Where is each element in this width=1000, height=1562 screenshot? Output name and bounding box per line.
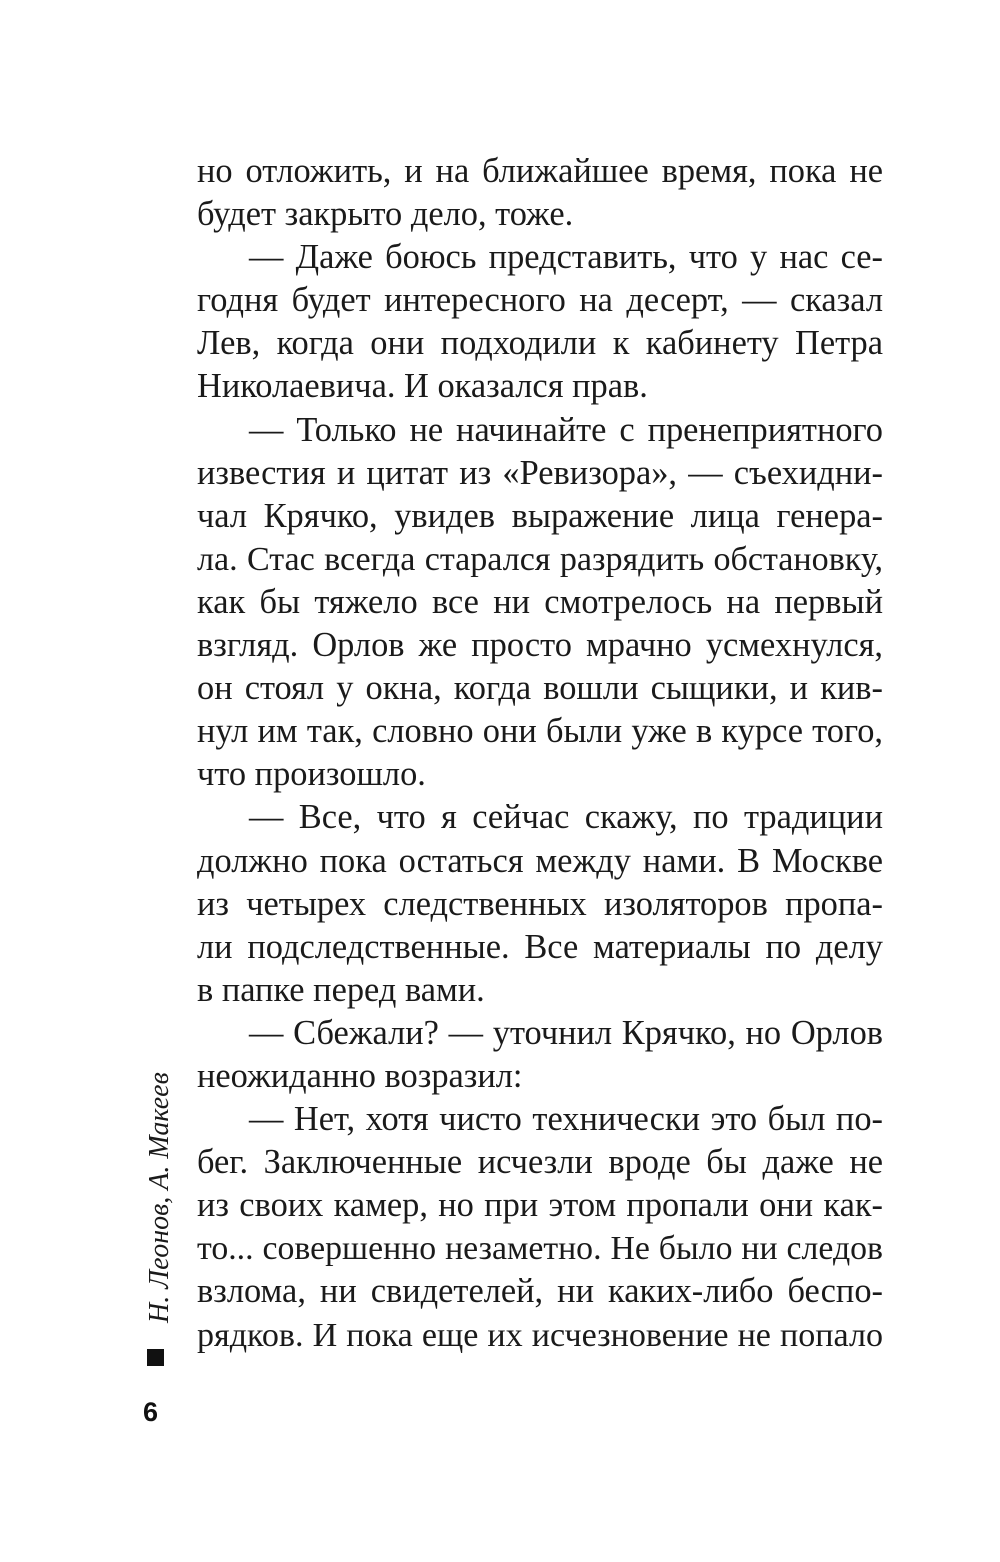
running-head: Н. Леонов, А. Макеев <box>144 1072 175 1323</box>
text-line: известия и цитат из «Ревизора», — съехидни- <box>197 453 883 492</box>
text-line: — Даже боюсь представить, что у нас се- <box>249 238 883 277</box>
text-line: он стоял у окна, когда вошли сыщики, и кив- <box>197 669 883 708</box>
text-line: взлома, ни свидетелей, ни каких-либо беспо- <box>197 1272 883 1311</box>
page-number: 6 <box>143 1397 159 1427</box>
text-line: будет закрыто дело, тоже. <box>197 195 574 234</box>
text-line: как бы тяжело все ни смотрелось на первый <box>197 582 883 621</box>
text-line: из своих камер, но при этом пропали они как- <box>197 1186 883 1225</box>
square-marker-icon <box>147 1349 164 1366</box>
text-line: ла. Стас всегда старался разрядить обстановку, <box>197 540 883 578</box>
text-line: взгляд. Орлов же просто мрачно усмехнулся, <box>197 626 883 665</box>
text-line: чал Крячко, увидев выражение лица генера- <box>197 496 883 535</box>
text-line: годня будет интересного на десерт, — сказал <box>197 281 883 320</box>
text-line: — Нет, хотя чисто технически это был по- <box>249 1100 883 1139</box>
text-line: нул им так, словно они были уже в курсе того, <box>197 712 883 751</box>
text-line: Николаевича. И оказался прав. <box>197 367 648 406</box>
text-line: Лев, когда они подходили к кабинету Петра <box>197 324 883 363</box>
text-line: — Сбежали? — уточнил Крячко, но Орлов <box>249 1013 883 1052</box>
text-line: из четырех следственных изоляторов пропа- <box>197 884 883 923</box>
text-line: то... совершенно незаметно. Не было ни следов <box>197 1230 883 1268</box>
text-line: что произошло. <box>197 755 426 794</box>
text-line: но отложить, и на ближайшее время, пока не <box>197 152 883 190</box>
text-line: — Все, что я сейчас скажу, по традиции <box>249 798 883 837</box>
text-line: ли подследственные. Все материалы по делу <box>197 927 883 966</box>
text-line: бег. Заключенные исчезли вроде бы даже не <box>197 1143 883 1182</box>
text-line: в папке перед вами. <box>197 970 485 1009</box>
text-line: рядков. И пока еще их исчезновение не попало <box>197 1316 883 1354</box>
text-line: — Только не начинайте с пренеприятного <box>249 410 883 449</box>
text-line: должно пока остаться между нами. В Москве <box>197 841 883 880</box>
text-line: неожиданно возразил: <box>197 1056 523 1095</box>
body-text <box>197 150 883 1357</box>
